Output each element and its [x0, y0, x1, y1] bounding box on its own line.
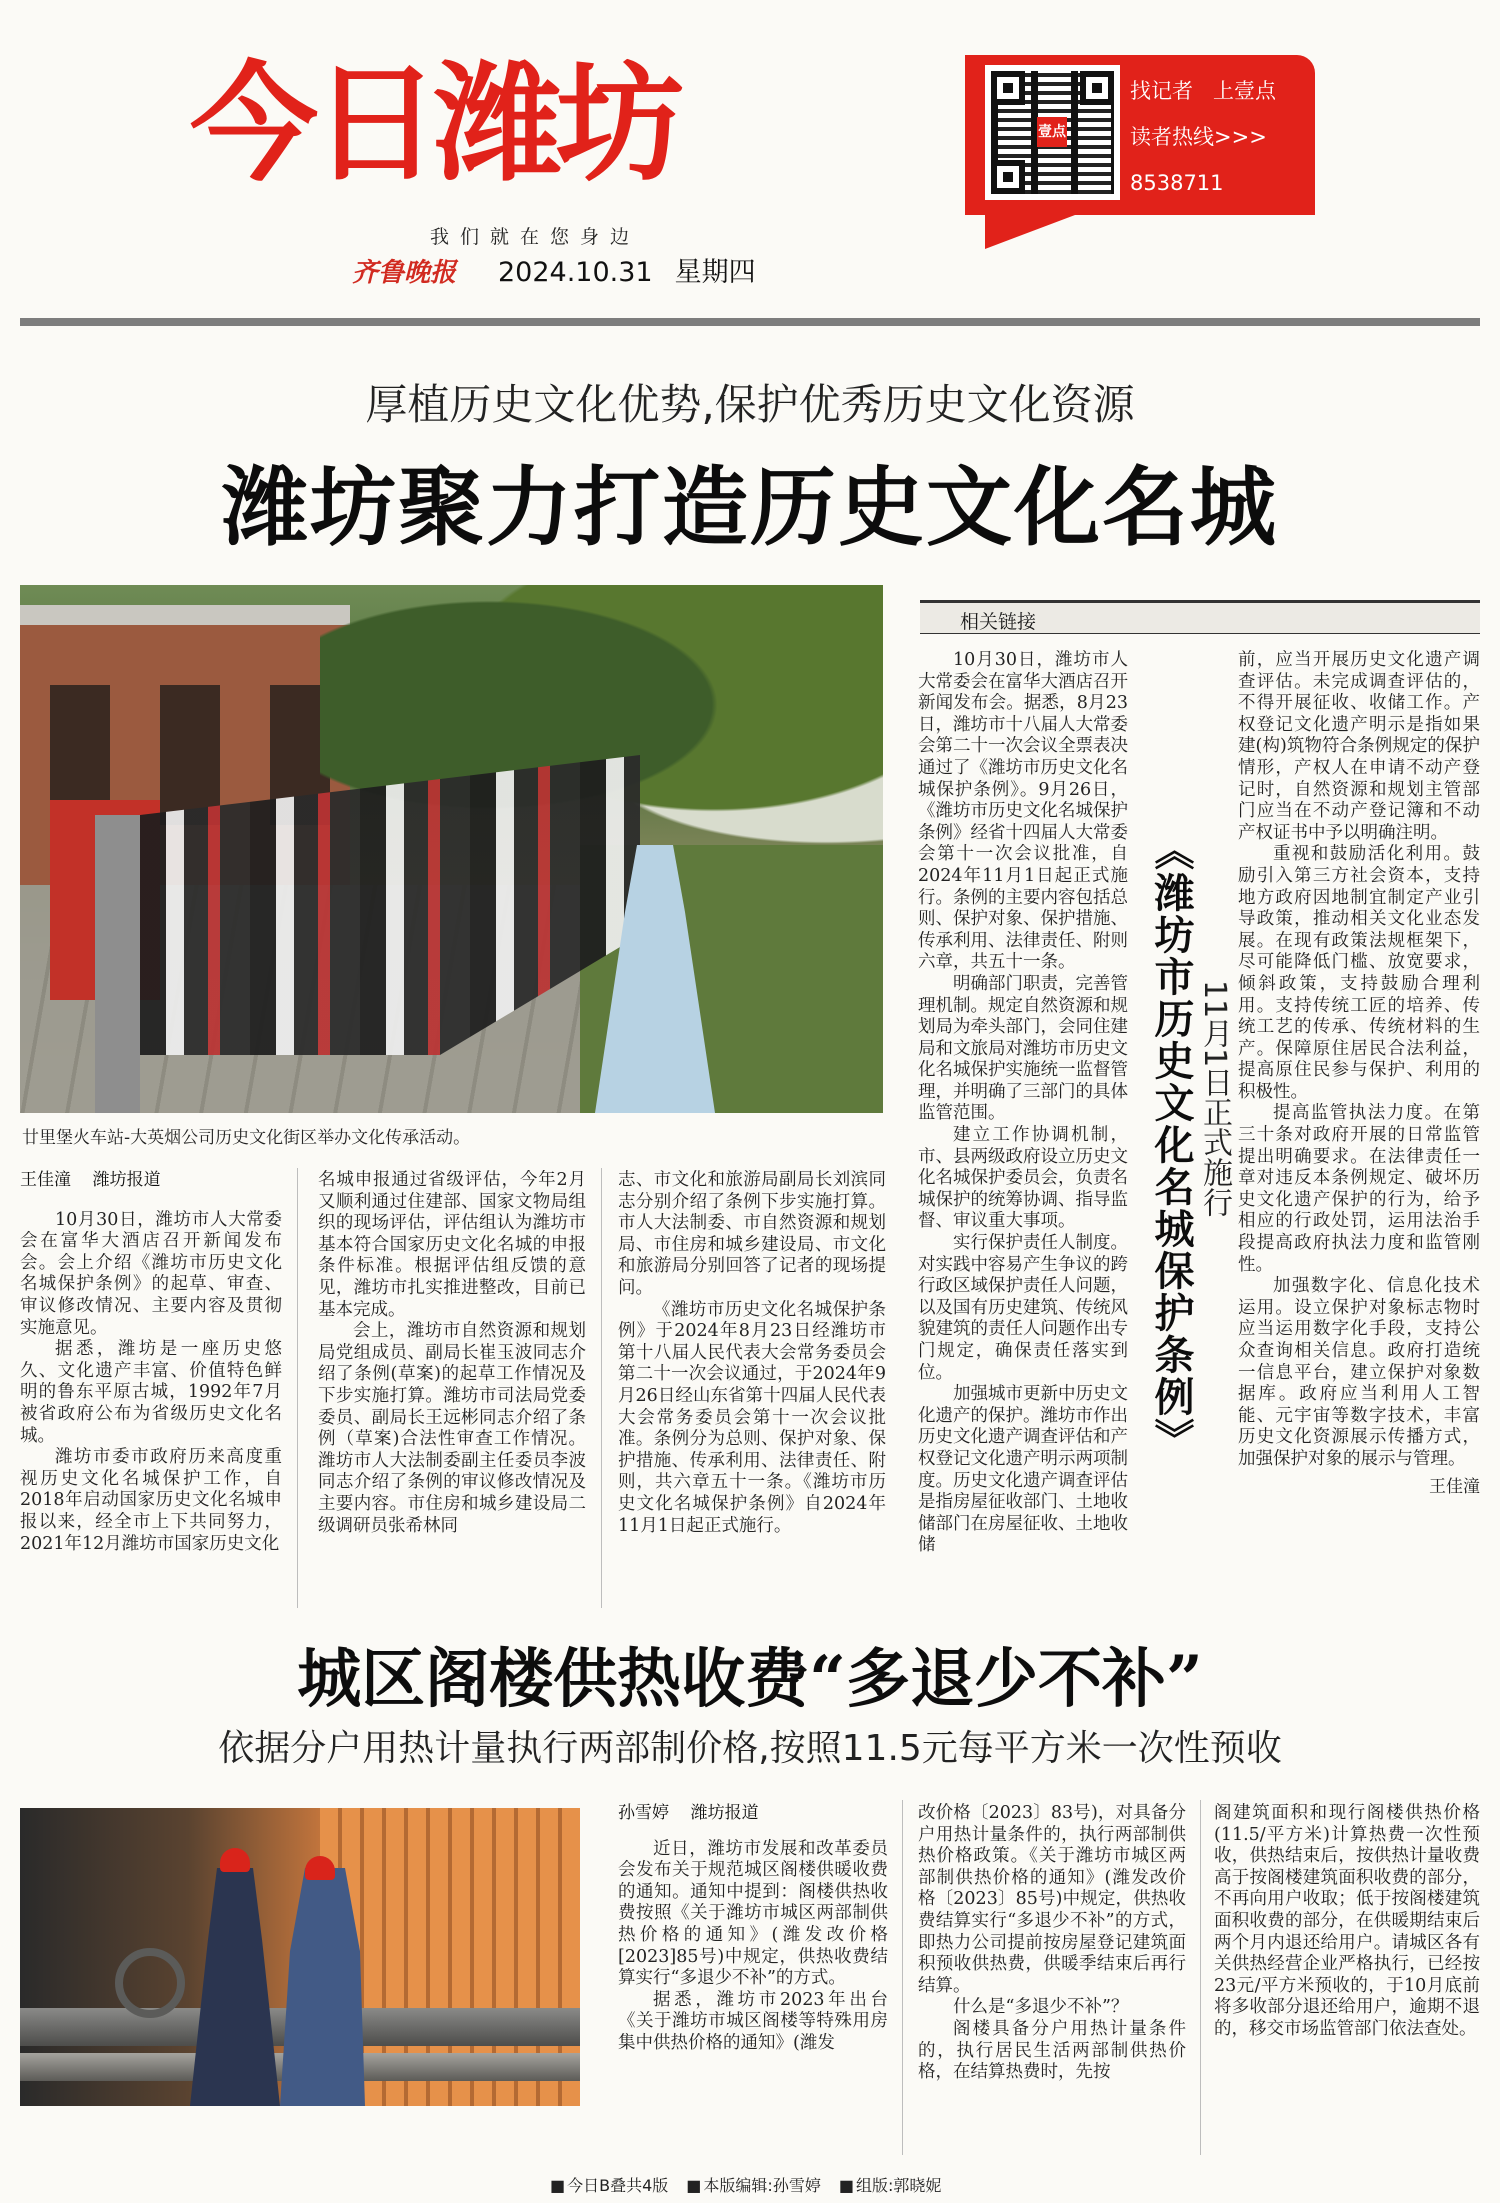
column-divider [297, 1168, 298, 1608]
paragraph: 建立工作协调机制，市、县两级政府设立历史文化名城保护委员会，负责名城保护的统筹协调、指导监督、审议重大事项。 [918, 1125, 1128, 1232]
paragraph: 据悉，潍坊是一座历史悠久、文化遗产丰富、价值特色鲜明的鲁东平原古城，1992年7月被省政府公布为省级历史文化名城。 [20, 1339, 282, 1446]
sidebar-label: 相关链接 [960, 611, 1037, 633]
sidebar-vertical-title: 《潍坊市历史文化名城保护条例》 [1148, 830, 1195, 1460]
article2-column-3 [1214, 1803, 1480, 2153]
column-divider [601, 1168, 602, 1608]
article2-column-1 [618, 1803, 888, 2153]
contact-text [1130, 68, 1276, 206]
article2-kicker: 依据分户用热计量执行两部制价格,按照11.5元每平方米一次性预收 [218, 1728, 1282, 1769]
article1-column-2 [318, 1170, 586, 1610]
sidebar-column-a [918, 650, 1128, 1610]
sidebar-column-b [1238, 650, 1480, 1610]
issue-date-line [498, 250, 756, 289]
issue-date: 2024.10.31 [498, 257, 653, 288]
paragraph: 潍坊市委市政府历来高度重视历史文化名城保护工作，自2018年启动国家历史文化名城申报以来，经全市上下共同努力，2021年12月潍坊市国家历史文化 [20, 1447, 282, 1554]
byline-source: 潍坊报道 [690, 1803, 759, 1823]
paragraph: 名城申报通过省级评估，今年2月又顺利通过住建部、国家文物局组织的现场评估，评估组认为潍坊市基本符合国家历史文化名城的申报条件标准。根据评估组反馈的意见，潍坊市扎实推进整改，目前已基本完成。 [318, 1170, 586, 1320]
article1-column-1 [20, 1170, 282, 1610]
footer-edition: ■ 今日B叠共4版 [550, 2176, 668, 2195]
qr-badge: 壹点 [1037, 117, 1067, 147]
paragraph: 会上，潍坊市自然资源和规划局党组成员、副局长崔玉波同志介绍了条例(草案)的起草工作情况及下步实施打算。潍坊市司法局党委委员、副局长王远彬同志介绍了条例（草案)合法性审查工作情况。潍坊市人大法制委副主任委员李波同志介绍了条例的审议修改情况及主要内容。市住房和城乡建设局二级调研员张希林同 [318, 1321, 586, 1536]
article1-byline [20, 1170, 282, 1192]
sidebar-vertical-subtitle: 11月1日正式施行 [1197, 980, 1232, 1218]
article2-column-2 [918, 1803, 1186, 2153]
contact-hotline-label: 读者热线>>> [1130, 125, 1267, 149]
brand-logo: 齐鲁晚报 [352, 258, 457, 288]
article1-headline: 潍坊聚力打造历史文化名城 [222, 457, 1278, 558]
paragraph: 志、市文化和旅游局副局长刘滨同志分别介绍了条例下步实施打算。市人大法制委、市自然资源和规划局、市住房和城乡建设局、市文化和旅游局分别回答了记者的现场提问。 [618, 1170, 886, 1298]
byline-source: 潍坊报道 [92, 1170, 161, 1190]
paragraph: 重视和鼓励活化利用。鼓励引入第三方社会资本，支持地方政府因地制宜制定产业引导政策，推动相关文化业态发展。在现有政策法规框架下，尽可能降低门槛、放宽要求，倾斜政策，支持鼓励合理利用。支持传统工匠的培养、传统工艺的传承、传统材料的生产。保障原住居民合法利益，提高原住民参与保护、利用的积极性。 [1238, 844, 1480, 1102]
paragraph: 据悉，潍坊市2023年出台《关于潍坊市城区阁楼等特殊用房集中供热价格的通知》(潍发 [618, 1989, 888, 2053]
paragraph: 加强数字化、信息化技术运用。设立保护对象标志物时应当运用数字化手段，支持公众查询相关信息。政府打造统一信息平台，建立保护对象数据库。政府应当利用人工智能、元宇宙等数字技术，丰富历史文化资源展示传播方式，加强保护对象的展示与管理。 [1238, 1276, 1480, 1469]
article1-photo [20, 585, 883, 1113]
sidebar-signoff: 王佳潼 [1429, 1476, 1480, 1497]
paragraph: 《潍坊市历史文化名城保护条例》于2024年8月23日经潍坊市第十八届人民代表大会常务委员会第二十一次会议通过，于2024年9月26日经山东省第十四届人民代表大会常务委员会第十一次会议批准。条例分为总则、保护对象、保护措施、传承利用、法律责任、附则，共六章五十一条。《潍坊市历史文化名城保护条例》自2024年11月1日起正式施行。 [618, 1299, 886, 1536]
column-divider [1200, 1800, 1201, 2155]
article1-column-3 [618, 1170, 886, 1610]
byline-author: 孙雪婷 [618, 1803, 669, 1823]
paragraph: 前，应当开展历史文化遗产调查评估。未完成调查评估的，不得开展征收、收储工作。产权登记文化遗产明示是指如果建(构)筑物符合条例规定的保护情形，产权人在申请不动产登记时，自然资源和规划主管部门应当在不动产登记簿和不动产权证书中予以明确注明。 [1238, 650, 1480, 843]
paragraph: 加强城市更新中历史文化遗产的保护。潍坊市作出历史文化遗产调查评估和产权登记文化遗产明示两项制度。历史文化遗产调查评估是指房屋征收部门、土地收储部门在房屋征收、土地收储 [918, 1384, 1128, 1556]
masthead-title: 今日潍坊 [190, 50, 679, 199]
paragraph: 什么是“多退少不补”？ [953, 1997, 1129, 2018]
masthead-slogan: 我们就在您身边 [430, 226, 641, 248]
contact-find-reporter: 找记者 [1130, 79, 1193, 103]
article2-byline [618, 1803, 888, 1825]
issue-weekday: 星期四 [674, 257, 756, 288]
paragraph: 改价格〔2023〕83号)，对具备分户用热计量条件的，执行两部制供热价格政策。《关于潍坊市城区两部制供热价格的通知》(潍发改价格〔2023〕85号)中规定，供热收费结算实行“多退少不补”的方式，即热力公司提前按房屋登记建筑面积预收供热费，供暖季结束后再行结算。 [918, 1803, 1186, 1996]
paragraph: 实行保护责任人制度。对实践中容易产生争议的跨行政区域保护责任人问题，以及国有历史建筑、传统风貌建筑的责任人问题作出专门规定，确保责任落实到位。 [918, 1233, 1128, 1383]
contact-app: 上壹点 [1213, 79, 1277, 103]
footer-layout: ■ 组版:郭晓妮 [839, 2176, 942, 2195]
sidebar-header [920, 600, 1480, 634]
contact-phone: 8538711 [1130, 171, 1224, 195]
byline-author: 王佳潼 [20, 1170, 71, 1190]
column-divider [902, 1800, 903, 2155]
qr-code-icon[interactable] [985, 65, 1120, 200]
paragraph: 近日，潍坊市发展和改革委员会发布关于规范城区阁楼供暖收费的通知。通知中提到：阁楼供热收费按照《关于潍坊市城区两部制供热价格的通知》(潍发改价格[2023]85号)中规定，供热收费结算实行“多退少不补”的方式。 [618, 1838, 888, 1989]
article2-headline: 城区阁楼供热收费“多退少不补” [297, 1642, 1203, 1717]
article1-kicker: 厚植历史文化优势,保护优秀历史文化资源 [365, 380, 1135, 429]
paragraph: 阁建筑面积和现行阁楼供热价格(11.5/平方米)计算热费一次性预收，供热结束后，按供热计量收费高于按阁楼建筑面积收费的部分，不再向用户收取；低于按阁楼建筑面积收费的部分，在供暖期结束后两个月内退还给用户。请城区各有关供热经营企业严格执行，已经按23元/平方米预收的，于10月底前将多收部分退还给用户，逾期不退的，移交市场监管部门依法查处。 [1214, 1803, 1480, 2039]
paragraph: 阁楼具备分户用热计量条件的，执行居民生活两部制供热价格，在结算热费时，先按 [918, 2018, 1186, 2083]
paragraph: 明确部门职责，完善管理机制。规定自然资源和规划局为牵头部门，会同住建局和文旅局对潍坊市历史文化名城保护实施统一监督管理，并明确了三部门的具体监管范围。 [918, 973, 1128, 1124]
article1-photo-caption: 廿里堡火车站-大英烟公司历史文化街区举办文化传承活动。 [22, 1128, 471, 1148]
masthead-divider [20, 318, 1480, 326]
article2-photo [20, 1808, 580, 2106]
paragraph: 提高监管执法力度。在第三十条对政府开展的日常监管提出明确要求。在法律责任一章对违反本条例规定、破坏历史文化遗产保护的行为，给予相应的行政处罚，运用法治手段提高政府执法力度和监管刚性。 [1238, 1103, 1480, 1275]
page-footer [550, 2173, 959, 2196]
paragraph: 10月30日，潍坊市人大常委会在富华大酒店召开新闻发布会。会上介绍《潍坊市历史文化名城保护条例》的起草、审查、审议修改情况、主要内容及贯彻实施意见。 [20, 1209, 282, 1338]
paragraph: 10月30日，潍坊市人大常委会在富华大酒店召开新闻发布会。据悉，8月23日，潍坊市十八届人大常委会第二十一次会议全票表决通过了《潍坊市历史文化名城保护条例》。9月26日，《潍坊市历史文化名城保护条例》经省十四届人大常委会第十一次会议批准，自2024年11月1日起正式施行。条例的主要内容包括总则、保护对象、保护措施、传承利用、法律责任、附则六章，共五十一条。 [918, 650, 1128, 973]
footer-editor: ■ 本版编辑:孙雪婷 [686, 2176, 821, 2195]
